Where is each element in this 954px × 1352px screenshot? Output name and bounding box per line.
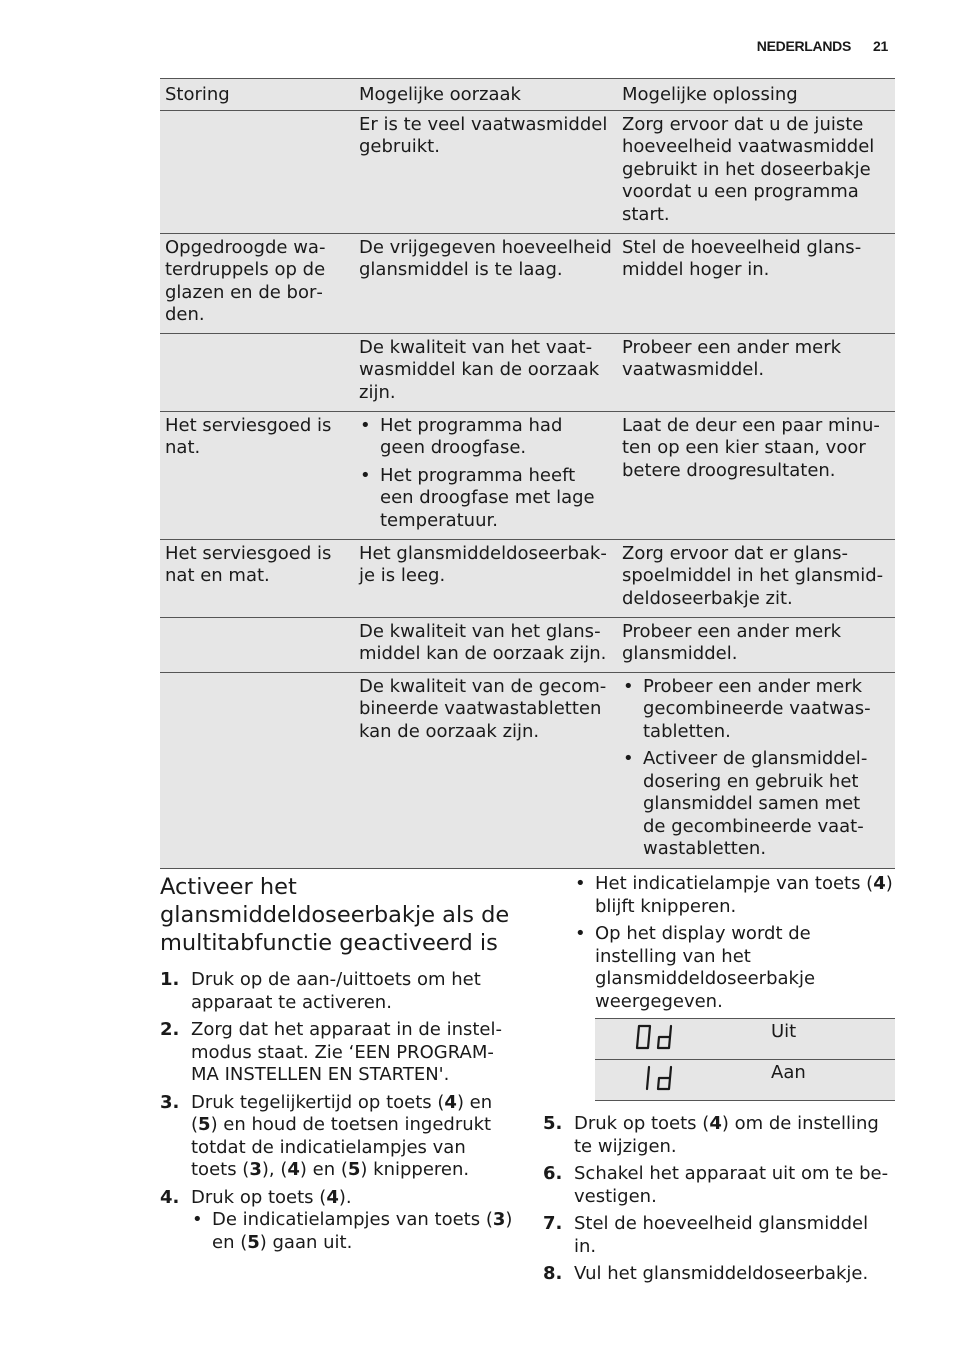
solution-cell: Probeer een ander merk vaatwasmiddel. <box>620 333 895 411</box>
troubleshooting-table <box>160 78 895 869</box>
step-number: 2. <box>160 1019 180 1040</box>
instructions-left-column <box>160 873 515 1259</box>
right-bullet-list <box>575 873 895 1013</box>
key-ref: 4 <box>709 1113 722 1134</box>
step-7 <box>543 1213 895 1258</box>
step-number: 7. <box>543 1213 563 1234</box>
step-text: Zorg dat het apparaat in de instelmodus staat. Zie ‘EEN PROGRAMMA INSTELLEN EN STARTEN'. <box>191 1019 502 1085</box>
step-number: 4. <box>160 1186 180 1208</box>
column-header-oorzaak: Mogelijke oorzaak <box>357 79 620 111</box>
cause-cell: De kwaliteit van het glansmiddel kan de oorzaak zijn. <box>357 617 620 672</box>
table-row <box>160 539 895 617</box>
step-1 <box>160 969 515 1014</box>
step-text: Druk op de aan-/uittoets om het apparaat te activeren. <box>191 969 481 1013</box>
cause-cell <box>357 411 620 539</box>
solution-cell: Laat de deur een paar minuten op een kier staan, voor betere droogresultaten. <box>620 411 895 539</box>
table-row <box>160 672 895 868</box>
table-row <box>595 1060 895 1101</box>
step-number: 3. <box>160 1091 180 1113</box>
table-row <box>160 233 895 333</box>
problem-cell: Opgedroogde waterdruppels op de glazen en de borden. <box>160 233 357 333</box>
table-header-row <box>160 79 895 111</box>
list-item: • Het indicatielampje van toets (4) blijft knipperen. <box>575 873 895 918</box>
problem-cell <box>160 617 357 672</box>
list-item: • Het programma had geen droogfase. <box>359 415 612 460</box>
solution-cell: Probeer een ander merk glansmiddel. <box>620 617 895 672</box>
step-text: Stel de hoeveelheid glansmiddel in. <box>574 1213 869 1257</box>
cause-cell: De kwaliteit van het vaatwasmiddel kan de oorzaak zijn. <box>357 333 620 411</box>
step-text: Druk op toets (4) om de instelling te wijzigen. <box>574 1113 879 1157</box>
key-ref: 3 <box>492 1209 506 1230</box>
table-row <box>160 110 895 233</box>
display-code-cell <box>595 1019 771 1060</box>
display-settings-table <box>595 1018 895 1101</box>
step-2 <box>160 1019 515 1087</box>
display-label: Uit <box>771 1019 895 1060</box>
key-ref: 4 <box>287 1159 300 1180</box>
instructions-right-column <box>543 873 895 1291</box>
seven-segment-0d-icon <box>635 1024 675 1050</box>
key-ref: 4 <box>326 1186 339 1208</box>
problem-cell <box>160 333 357 411</box>
step-number: 8. <box>543 1263 563 1284</box>
solution-cell: Stel de hoeveelheid glansmiddel hoger in. <box>620 233 895 333</box>
key-ref: 5 <box>347 1159 361 1180</box>
problem-cell: Het serviesgoed is nat. <box>160 411 357 539</box>
header-section: NEDERLANDS <box>756 38 852 54</box>
step-number: 6. <box>543 1163 563 1184</box>
table-row <box>160 617 895 672</box>
key-ref: 5 <box>247 1231 260 1253</box>
list-item: • Het programma heeft een droogfase met lage temperatuur. <box>359 465 612 533</box>
table-row <box>160 411 895 539</box>
step-4 <box>160 1187 515 1255</box>
display-label: Aan <box>771 1060 895 1101</box>
step-5 <box>543 1113 895 1158</box>
column-header-storing: Storing <box>160 79 357 111</box>
list-item: • Activeer de glansmiddeldosering en gebruik het glansmiddel samen met de gecombineerde vaatwastabletten. <box>622 748 887 861</box>
key-ref: 3 <box>249 1159 262 1180</box>
table-row <box>595 1019 895 1060</box>
display-code-cell <box>595 1060 771 1101</box>
page-header <box>757 38 888 54</box>
solution-cell: Zorg ervoor dat er glansspoelmiddel in het glansmiddeldoseerbakje zit. <box>620 539 895 617</box>
section-title: Activeer het glansmiddeldoseerbakje als de multitabfunctie geactiveerd is <box>160 874 510 956</box>
page-number: 21 <box>873 38 888 54</box>
cause-cell: Het glansmiddeldoseerbakje is leeg. <box>357 539 620 617</box>
step-6 <box>543 1163 895 1208</box>
step-text: Druk op toets (4). <box>191 1186 352 1208</box>
cause-cell: De kwaliteit van de gecombineerde vaatwastabletten kan de oorzaak zijn. <box>357 672 620 868</box>
key-ref: 4 <box>873 873 886 894</box>
table-row <box>160 333 895 411</box>
problem-cell <box>160 110 357 233</box>
cause-cell: De vrijgegeven hoeveelheid glansmiddel is te laag. <box>357 233 620 333</box>
list-item: • Op het display wordt de instelling van het glansmiddeldoseerbakje weergegeven. <box>575 923 895 1013</box>
solution-cell <box>620 672 895 868</box>
key-ref: 5 <box>198 1114 211 1135</box>
column-header-oplossing: Mogelijke oplossing <box>620 79 895 111</box>
step-8 <box>543 1263 895 1286</box>
solution-cell: Zorg ervoor dat u de juiste hoeveelheid vaatwasmiddel gebruikt in het doseerbakje voordat u een programma start. <box>620 110 895 233</box>
list-item: • Probeer een ander merk gecombineerde vaatwastabletten. <box>622 676 887 744</box>
problem-cell <box>160 672 357 868</box>
step-number: 1. <box>160 969 180 990</box>
steps-list <box>160 969 515 1254</box>
solution-list <box>622 676 887 861</box>
step-text: Schakel het apparaat uit om te bevestigen. <box>574 1163 889 1207</box>
list-item: • De indicatielampjes van toets (3) en (5) gaan uit. <box>191 1209 515 1254</box>
step-4-sublist <box>191 1209 515 1254</box>
step-text: Vul het glansmiddeldoseerbakje. <box>574 1263 869 1284</box>
step-number: 5. <box>543 1113 563 1134</box>
key-ref: 4 <box>444 1091 457 1113</box>
cause-list <box>359 415 612 533</box>
step-text: Druk tegelijkertijd op toets (4) en (5) en houd de toetsen ingedrukt totdat de indicatielampjes van toets (3), (4) en (5) knipperen. <box>191 1091 493 1180</box>
cause-cell: Er is te veel vaatwasmiddel gebruikt. <box>357 110 620 233</box>
problem-cell: Het serviesgoed is nat en mat. <box>160 539 357 617</box>
right-steps-list <box>543 1113 895 1286</box>
step-3 <box>160 1092 515 1182</box>
seven-segment-1d-icon <box>635 1065 675 1091</box>
